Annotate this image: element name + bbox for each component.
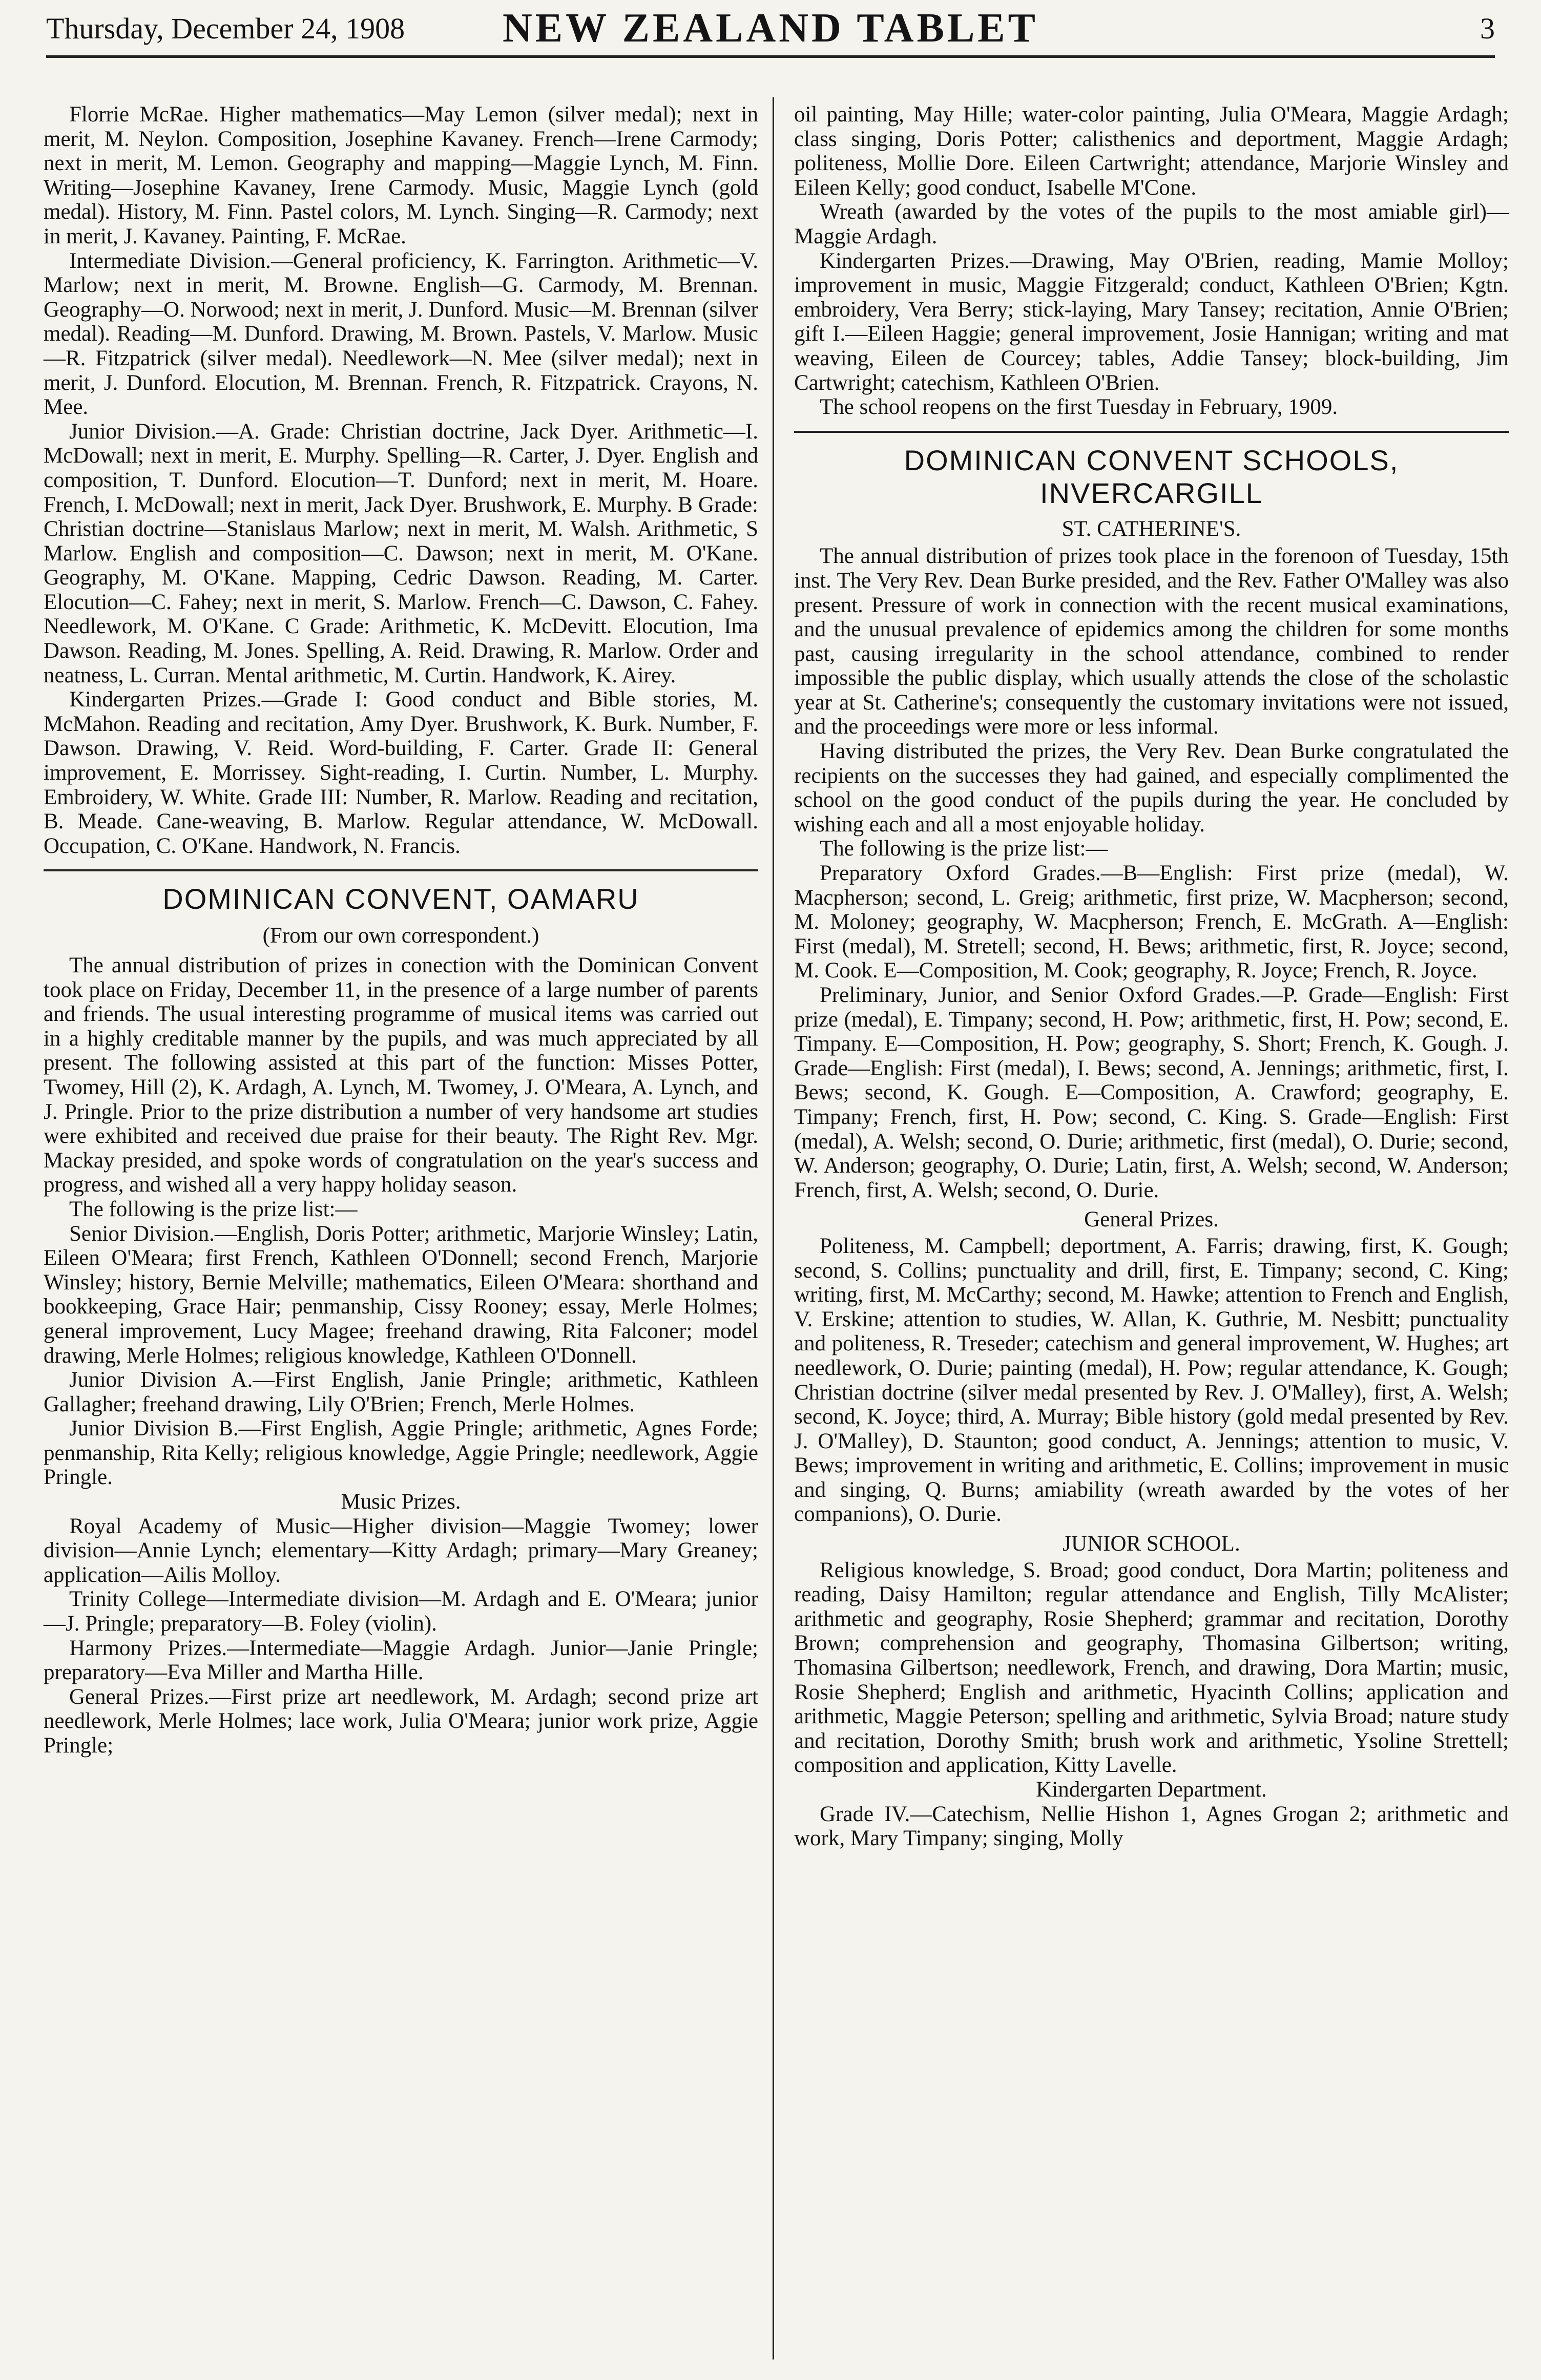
- article-paragraph: The following is the prize list:—: [69, 1197, 358, 1221]
- article-paragraph: Florrie McRae. Higher mathematics—May Lemon (silver medal); next in merit, M. Neylon. Composition, Josephine Kavaney. French—Irene Carmody; next in merit, M. Lemon. Geography and mapping—Maggie Lynch, M. Finn. Writing—Josephine Kavaney, Irene Carmody. Music, Maggie Lynch (gold medal). History, M. Finn. Pastel colors, M. Lynch. Singing—R. Carmody; next in merit, J. Kavaney. Painting, F. McRae.: [44, 102, 758, 248]
- left-column: [44, 102, 758, 1758]
- section-rule: [794, 431, 1509, 433]
- oamaru-heading: DOMINICAN CONVENT, OAMARU: [162, 883, 639, 915]
- masthead-title: NEW ZEALAND TABLET: [502, 6, 1039, 51]
- oamaru-report: [44, 953, 758, 1490]
- article-paragraph: Intermediate Division.—General proficiency, K. Farrington. Arithmetic—V. Marlow; next in merit, M. Browne. English—G. Carmody, M. Brennan. Geography—O. Norwood; next in merit, J. Dunford. Music—M. Brennan (silver medal). Reading—M. Dunford. Drawing, M. Brown. Pastels, V. Marlow. Music—R. Fitzpatrick (silver medal). Needlework—N. Mee (silver medal); next in merit, J. Dunford. Elocution, M. Brennan. French, R. Fitzpatrick. Crayons, N. Mee.: [44, 248, 758, 420]
- article-paragraph: Junior Division A.—First English, Janie Pringle; arithmetic, Kathleen Gallagher; freehand drawing, Lily O'Brien; French, Merle Holmes.: [44, 1368, 758, 1416]
- header-rule: [46, 55, 1495, 58]
- oamaru-report-continued: [794, 102, 1509, 420]
- junior-school-prizes: [794, 1558, 1509, 1778]
- correspondent-byline: (From our own correspondent.): [262, 924, 539, 948]
- article-paragraph: Religious knowledge, S. Broad; good conduct, Dora Martin; politeness and reading, Daisy Hamilton; regular attendance and English, Tilly McAlister; arithmetic and geography, Rosie Shepherd; grammar and recitation, Dorothy Brown; comprehension and geography, Thomasina Gilbertson; writing, Thomasina Gilbertson; needlework, French, and drawing, Dora Martin; music, Rosie Shepherd; English and arithmetic, Hyacinth Collins; application and arithmetic, Maggie Peterson; spelling and arithmetic, Sylvia Broad; nature study and recitation, Dorothy Smith; brush work and arithmetic, Ysoline Strettell; composition and application, Kitty Lavelle.: [794, 1558, 1509, 1778]
- music-prizes: [44, 1514, 758, 1758]
- article-paragraph: Royal Academy of Music—Higher division—Maggie Twomey; lower division—Annie Lynch; elementary—Kitty Ardagh; primary—Mary Greaney; application—Ailis Molloy.: [44, 1514, 758, 1587]
- article-paragraph: oil painting, May Hille; water-color painting, Julia O'Meara, Maggie Ardagh; class singing, Doris Potter; calisthenics and deportment, Maggie Ardagh; politeness, Mollie Dore. Eileen Cartwright; attendance, Marjorie Winsley and Eileen Kelly; good conduct, Isabelle M'Cone.: [794, 102, 1509, 200]
- article-paragraph: Preliminary, Junior, and Senior Oxford Grades.—P. Grade—English: First prize (medal), E. Timpany; second, H. Pow; arithmetic, first, H. Pow; second, E. Timpany. E—Composition, H. Pow; geography, S. Short; French, K. Gough. J. Grade—English: First (medal), I. Bews; second, A. Jennings; arithmetic, first, I. Bews; second, K. Gough. E—Composition, A. Crawford; geography, E. Timpany; French, first, H. Pow; second, C. King. S. Grade—English: First (medal), A. Welsh; second, O. Durie; arithmetic, first (medal), O. Durie; second, W. Anderson; geography, O. Durie; Latin, first, A. Welsh; second, W. Anderson; French, first, A. Welsh; second, O. Durie.: [794, 983, 1509, 1202]
- st-catherines-report: [794, 544, 1509, 1202]
- article-paragraph: Junior Division.—A. Grade: Christian doctrine, Jack Dyer. Arithmetic—I. McDowall; next in merit, E. Murphy. Spelling—R. Carter, J. Dyer. English and composition, T. Dunford. Elocution—T. Dunford; next in merit, M. Hoare. French, I. McDowall; next in merit, Jack Dyer. Brushwork, E. Murphy. B Grade: Christian doctrine—Stanislaus Marlow; next in merit, M. Walsh. Arithmetic, S Marlow. English and composition—C. Dawson; next in merit, M. O'Kane. Geography, M. O'Kane. Mapping, Cedric Dawson. Reading, M. Carter. Elocution—C. Fahey; next in merit, S. Marlow. French—C. Dawson, C. Fahey. Needlework, M. O'Kane. C Grade: Arithmetic, K. McDevitt. Elocution, Ima Dawson. Reading, M. Jones. Spelling, A. Reid. Drawing, R. Marlow. Order and neatness, L. Curran. Mental arithmetic, M. Curtin. Handwork, K. Airey.: [44, 419, 758, 687]
- article-paragraph: General Prizes.—First prize art needlework, M. Ardagh; second prize art needlework, Merle Holmes; lace work, Julia O'Meara; junior work prize, Aggie Pringle;: [44, 1684, 758, 1758]
- kindergarten-heading: Kindergarten Department.: [1036, 1778, 1267, 1802]
- section-rule: [44, 869, 758, 871]
- article-paragraph: Preparatory Oxford Grades.—B—English: First prize (medal), W. Macpherson; second, L. Greig; arithmetic, first prize, W. Macpherson; second, M. Moloney; geography, W. Macpherson; French, E. McGrath. A—English: First (medal), M. Stretell; second, H. Bews; arithmetic, first, R. Joyce; second, M. Cook. E—Composition, M. Cook; geography, R. Joyce; French, R. Joyce.: [794, 861, 1509, 983]
- article-paragraph: Grade IV.—Catechism, Nellie Hishon 1, Agnes Grogan 2; arithmetic and work, Mary Timpany; singing, Molly: [794, 1802, 1509, 1851]
- invercargill-heading: DOMINICAN CONVENT SCHOOLS, INVERCARGILL: [904, 444, 1399, 509]
- kindergarten-prizes: [794, 1802, 1509, 1851]
- article-paragraph: Wreath (awarded by the votes of the pupils to the most amiable girl)—Maggie Ardagh.: [794, 200, 1509, 248]
- prize-list-continued: [44, 102, 758, 858]
- article-paragraph: Having distributed the prizes, the Very Rev. Dean Burke congratulated the recipients on the successes they had gained, and especially complimented the school on the good conduct of the pupils during the year. He concluded by wishing each and all a most enjoyable holiday.: [794, 739, 1509, 837]
- st-catherines-heading: ST. CATHERINE'S.: [1061, 516, 1241, 541]
- article-paragraph: Politeness, M. Campbell; deportment, A. Farris; drawing, first, K. Gough; second, S. Collins; punctuality and drill, first, E. Timpany; second, C. King; writing, first, M. McCarthy; second, M. Hawke; attention to French and English, V. Erskine; attention to studies, W. Allan, K. Guthrie, M. Nesbitt; punctuality and politeness, R. Treseder; catechism and general improvement, W. Hughes; art needlework, O. Durie; painting (medal), H. Pow; regular attendance, K. Gough; Christian doctrine (silver medal presented by Rev. J. O'Malley), first, A. Welsh; second, K. Joyce; third, A. Murray; Bible history (gold medal presented by Rev. J. O'Malley), D. Staunton; good conduct, A. Jennings; attention to music, V. Bews; improvement in writing and arithmetic, E. Collins; improvement in music and singing, Q. Burns; amiability (wreath awarded by the votes of her companions), O. Durie.: [794, 1234, 1509, 1527]
- article-paragraph: The annual distribution of prizes took place in the forenoon of Tuesday, 15th inst. The Very Rev. Dean Burke presided, and the Rev. Father O'Malley was also present. Pressure of work in connection with the recent musical examinations, and the unusual prevalence of epidemics among the children for some months past, causing irregularity in the school attendance, combined to render impossible the public display, which usually attends the close of the scholastic year at St. Catherine's; consequently the customary invitations were not issued, and the proceedings were more or less informal.: [794, 544, 1509, 739]
- issue-date: Thursday, December 24, 1908: [46, 12, 405, 45]
- column-divider: [773, 97, 774, 2360]
- article-paragraph: Harmony Prizes.—Intermediate—Maggie Ardagh. Junior—Janie Pringle; preparatory—Eva Miller and Martha Hille.: [44, 1636, 758, 1685]
- article-paragraph: Trinity College—Intermediate division—M. Ardagh and E. O'Meara; junior—J. Pringle; preparatory—B. Foley (violin).: [44, 1587, 758, 1636]
- article-paragraph: Junior Division B.—First English, Aggie Pringle; arithmetic, Agnes Forde; penmanship, Rita Kelly; religious knowledge, Aggie Pringle; needlework, Aggie Pringle.: [44, 1416, 758, 1490]
- page-number: 3: [1480, 12, 1495, 45]
- general-prizes-heading: General Prizes.: [1084, 1207, 1219, 1232]
- article-paragraph: Senior Division.—English, Doris Potter; arithmetic, Marjorie Winsley; Latin, Eileen O'Meara; first French, Kathleen O'Donnell; second French, Marjorie Winsley; history, Bernie Melville; mathematics, Eileen O'Meara: shorthand and bookkeeping, Grace Hair; penmanship, Cissy Rooney; essay, Merle Holmes; general improvement, Lucy Magee; freehand drawing, Rita Falconer; model drawing, Merle Holmes; religious knowledge, Kathleen O'Donnell.: [44, 1221, 758, 1368]
- article-paragraph: Kindergarten Prizes.—Drawing, May O'Brien, reading, Mamie Molloy; improvement in music, Maggie Fitzgerald; conduct, Kathleen O'Brien; Kgtn. embroidery, Vera Berry; stick-laying, Mary Tansey; recitation, Annie O'Brien; gift I.—Eileen Haggie; general improvement, Josie Hannigan; writing and mat weaving, Eileen de Courcey; tables, Addie Tansey; block-building, Jim Cartwright; catechism, Kathleen O'Brien.: [794, 248, 1509, 395]
- junior-school-heading: JUNIOR SCHOOL.: [1063, 1532, 1240, 1556]
- right-column: [794, 102, 1509, 1851]
- page-header: [46, 0, 1495, 56]
- article-paragraph: The school reopens on the first Tuesday in February, 1909.: [820, 395, 1338, 420]
- music-prizes-heading: Music Prizes.: [341, 1490, 461, 1514]
- article-paragraph: Kindergarten Prizes.—Grade I: Good conduct and Bible stories, M. McMahon. Reading and recitation, Amy Dyer. Brushwork, K. Burk. Number, F. Dawson. Drawing, V. Reid. Word-building, F. Carter. Grade II: General improvement, E. Morrissey. Sight-reading, I. Curtin. Number, L. Murphy. Embroidery, W. White. Grade III: Number, R. Marlow. Reading and recitation, B. Meade. Cane-weaving, B. Marlow. Regular attendance, W. McDowall. Occupation, C. O'Kane. Handwork, N. Francis.: [44, 687, 758, 858]
- article-paragraph: The annual distribution of prizes in conection with the Dominican Convent took place on Friday, December 11, in the presence of a large number of parents and friends. The usual interesting programme of musical items was carried out in a highly creditable manner by the pupils, and was much appreciated by all present. The following assisted at this part of the function: Misses Potter, Twomey, Hill (2), K. Ardagh, A. Lynch, M. Twomey, J. O'Meara, A. Lynch, and J. Pringle. Prior to the prize distribution a number of very handsome art studies were exhibited and received due praise for their beauty. The Right Rev. Mgr. Mackay presided, and spoke words of congratulation on the year's success and progress, and wished all a very happy holiday season.: [44, 953, 758, 1197]
- general-prizes: [794, 1234, 1509, 1527]
- article-paragraph: The following is the prize list:—: [820, 837, 1108, 861]
